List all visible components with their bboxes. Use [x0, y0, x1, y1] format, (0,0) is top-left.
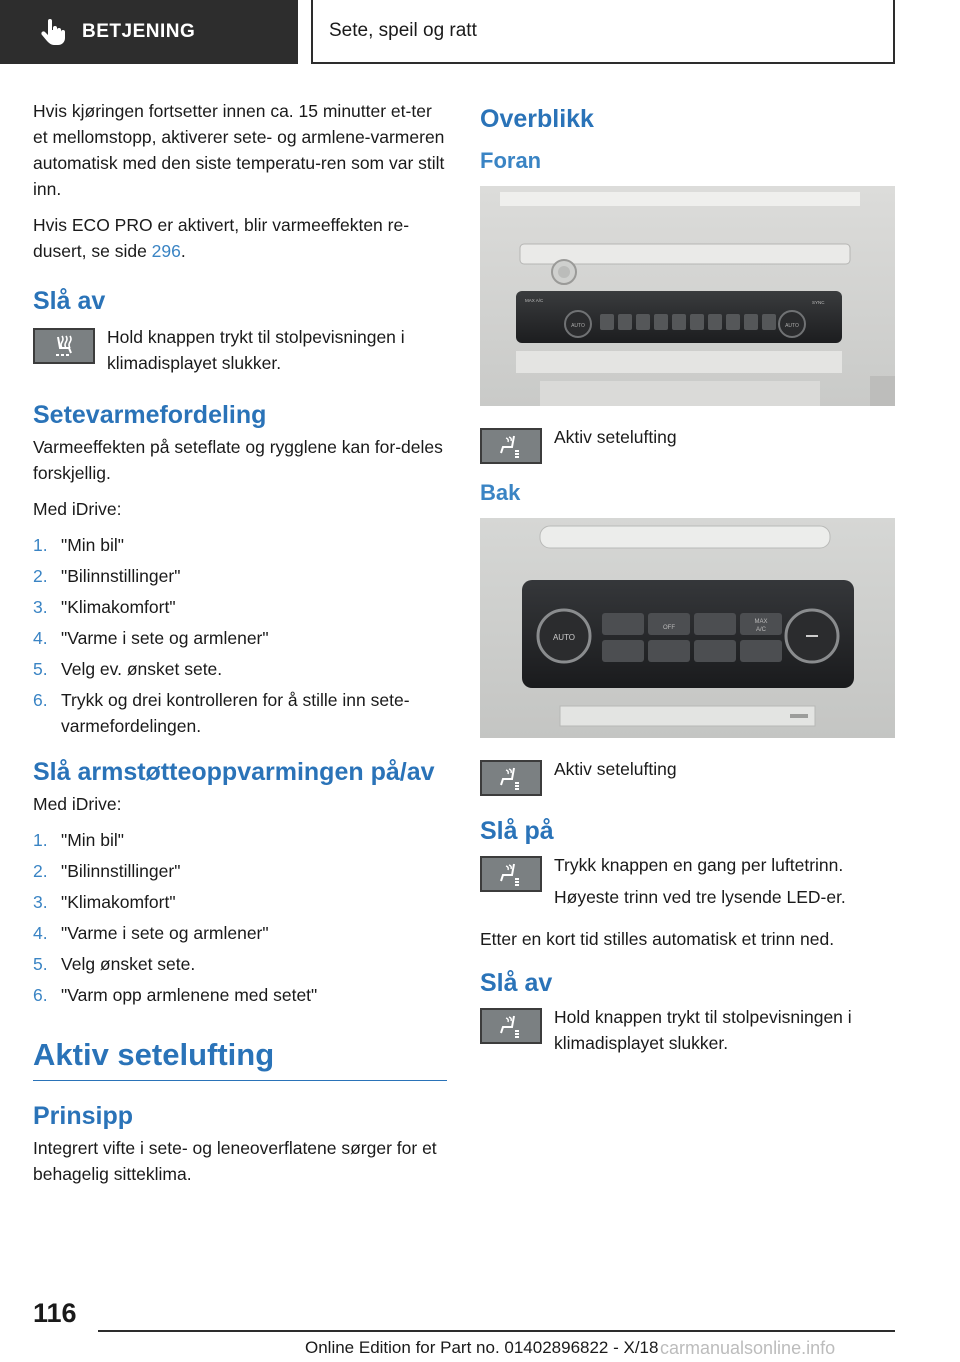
step-text: "Klimakomfort": [61, 892, 176, 912]
front-auto-right-label: AUTO: [785, 323, 799, 329]
fordeling-paragraph: Varmeeffekten på seteflate og rygglene kan for-deles forskjellig.: [33, 437, 443, 483]
heading-prinsipp: Prinsipp: [33, 1102, 134, 1130]
page-number: 116: [33, 1298, 77, 1328]
seat-ventilation-icon: [498, 433, 524, 459]
list-item: [33, 625, 447, 651]
list-item: [33, 951, 447, 977]
front-vent-button-row: [480, 424, 895, 464]
heading-foran: Foran: [480, 148, 542, 173]
seat-vent-button-image: [480, 856, 542, 892]
step-text: "Bilinnstillinger": [61, 861, 181, 881]
list-item: [33, 982, 447, 1008]
slaa-av-text: Hold knappen trykt til stolpevisningen i klimadisplayet slukker.: [107, 327, 405, 373]
heading-overblikk: Overblikk: [480, 105, 594, 133]
chapter-title: Sete, speil og ratt: [329, 20, 477, 41]
arm-idrive: Med iDrive:: [33, 794, 122, 814]
front-vent-caption: Aktiv setelufting: [554, 427, 677, 447]
intro-paragraph-1: Hvis kjøringen fortsetter innen ca. 15 minutter et-ter et mellomstopp, aktiverer sete- og armlene-varmeren automatisk med den siste temperatu-ren som var stilt inn.: [33, 101, 445, 199]
seat-vent-button-image: [480, 760, 542, 796]
intro-period: .: [180, 241, 186, 261]
step-text: Velg ev. ønsket sete.: [61, 659, 223, 679]
chapter-tab: [311, 0, 895, 64]
slaa-paa-text-1: Trykk knappen en gang per luftetrinn.: [554, 855, 844, 875]
seat-vent-button-image: [480, 1008, 542, 1044]
fordeling-idrive: Med iDrive:: [33, 499, 122, 519]
footer-divider: [98, 1330, 895, 1332]
pointing-hand-icon: [38, 18, 66, 46]
heading-bak: Bak: [480, 480, 521, 505]
step-number: 1.: [33, 535, 48, 555]
prinsipp-text: Integrert vifte i sete- og leneoverflatene sørger for et behagelig sitteklima.: [33, 1138, 437, 1184]
seat-ventilation-icon: [498, 1013, 524, 1039]
rear-vent-caption: Aktiv setelufting: [554, 759, 677, 779]
step-text: "Varme i sete og armlener": [61, 923, 269, 943]
step-number: 5.: [33, 954, 48, 974]
rear-max-label: MAX: [754, 619, 768, 625]
step-text: "Klimakomfort": [61, 597, 176, 617]
slaa-av-right-text: Hold knappen trykt til stolpevisningen i klimadisplayet slukker.: [554, 1007, 852, 1053]
rear-auto-label: AUTO: [552, 633, 576, 642]
seat-heating-icon: [51, 333, 77, 359]
list-item: [33, 563, 447, 589]
heading-slaa-paa: Slå på: [480, 817, 554, 845]
list-item: [33, 532, 447, 558]
step-text: "Varm opp armlenene med setet": [61, 985, 318, 1005]
list-item: [33, 827, 447, 853]
section-title: BETJENING: [82, 21, 196, 42]
front-auto-left-label: AUTO: [571, 323, 585, 329]
step-number: 6.: [33, 985, 48, 1005]
page-link[interactable]: 296: [151, 241, 181, 261]
list-item: [33, 889, 447, 915]
arm-steps: [33, 827, 447, 1008]
list-item: [33, 858, 447, 884]
intro-text: Hvis ECO PRO er aktivert, blir varmeeffekten re-dusert, se side: [33, 215, 410, 261]
list-item: [33, 687, 447, 739]
seat-ventilation-icon: [498, 861, 524, 887]
step-text: Velg ønsket sete.: [61, 954, 196, 974]
slaa-paa-text-3: Etter en kort tid stilles automatisk et trinn ned.: [480, 929, 835, 949]
seat-heat-button-row: [33, 324, 447, 382]
list-item: [33, 656, 447, 682]
step-number: 3.: [33, 597, 48, 617]
list-item: [33, 920, 447, 946]
list-item: [33, 594, 447, 620]
heading-slaa-av-right: Slå av: [480, 969, 553, 997]
step-number: 1.: [33, 830, 48, 850]
step-text: "Min bil": [61, 830, 124, 850]
step-number: 2.: [33, 566, 48, 586]
edition-text: Online Edition for Part no. 01402896822 - X/18: [305, 1338, 659, 1357]
heading-setevarmefordeling: Setevarmefordeling: [33, 401, 267, 429]
step-number: 4.: [33, 628, 48, 648]
page-header: [0, 0, 960, 66]
rear-panel-illustration: [480, 518, 895, 738]
left-column: [33, 98, 447, 1197]
intro-paragraph-2: [33, 212, 447, 264]
rear-climate-panel-photo: [480, 518, 895, 738]
step-text: "Bilinnstillinger": [61, 566, 181, 586]
rear-vent-button-row: [480, 756, 895, 796]
rear-ac-label: A/C: [755, 627, 767, 633]
slaa-paa-button-row: [480, 852, 895, 916]
watermark: carmanualsonline.info: [660, 1338, 836, 1358]
step-number: 2.: [33, 861, 48, 881]
section-tab: [0, 0, 298, 64]
heading-slaa-av: Slå av: [33, 287, 106, 315]
slaa-paa-text-2: Høyeste trinn ved tre lysende LED-er.: [554, 887, 846, 907]
step-text: Trykk og drei kontrolleren for å stille inn sete-varmefordelingen.: [61, 690, 410, 736]
step-text: "Min bil": [61, 535, 124, 555]
step-number: 3.: [33, 892, 48, 912]
front-maxac-label: MAX A/C: [525, 298, 544, 303]
step-number: 6.: [33, 690, 48, 710]
step-text: "Varme i sete og armlener": [61, 628, 269, 648]
heading-aktiv-setelufting: Aktiv setelufting: [33, 1037, 275, 1072]
heading-armstotte: Slå armstøtteoppvarmingen på/av: [33, 758, 435, 786]
front-climate-panel-photo: [480, 186, 895, 406]
front-panel-illustration: [480, 186, 895, 406]
fordeling-steps: [33, 532, 447, 739]
step-number: 4.: [33, 923, 48, 943]
slaa-av-button-row: [480, 1004, 895, 1062]
rear-off-label: OFF: [663, 625, 675, 631]
chapter-heading-block: [33, 1036, 447, 1081]
right-column: [480, 98, 895, 1072]
step-number: 5.: [33, 659, 48, 679]
seat-ventilation-icon: [498, 765, 524, 791]
seat-vent-button-image: [480, 428, 542, 464]
seat-heating-button-image: [33, 328, 95, 364]
front-sync-label: SYNC: [812, 300, 825, 305]
